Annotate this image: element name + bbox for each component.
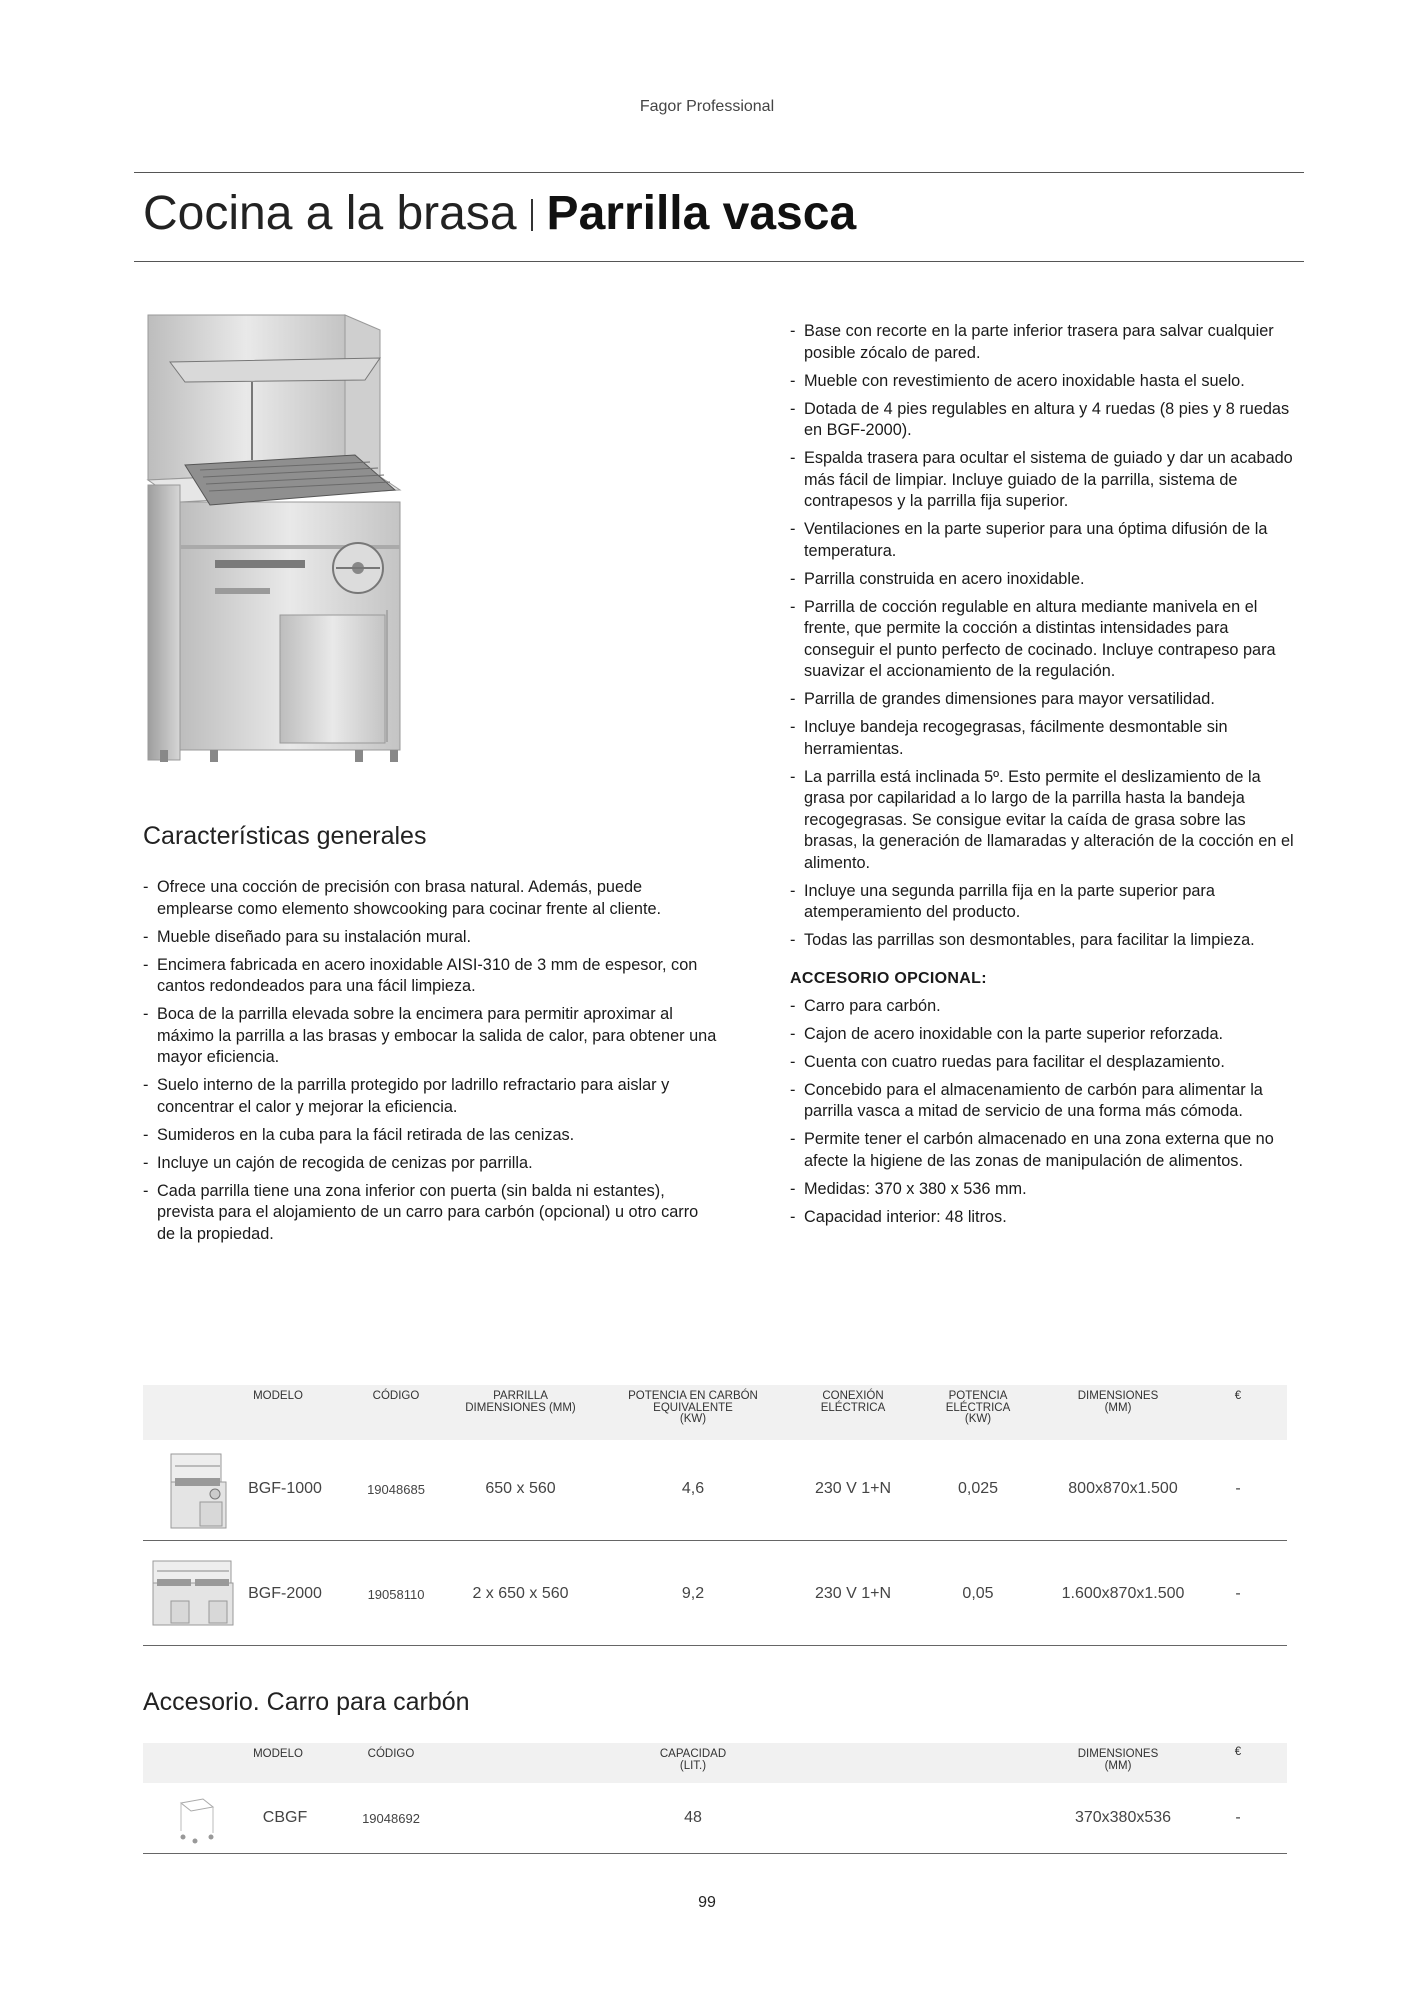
accessory-item: - Medidas: 370 x 380 x 536 mm. <box>790 1179 1298 1201</box>
title-product: Parrilla vasca <box>546 187 857 240</box>
feature-item: - Espalda trasera para ocultar el sistema de guiado y dar un acabado más fácil de limpiar. Incluye guiado de la parrilla, sistema de contrapesos y la parrilla fija superior. <box>790 448 1298 513</box>
general-feature-list <box>143 877 718 1245</box>
feature-item: - Incluye una segunda parrilla fija en la parte superior para atemperamiento del producto. <box>790 881 1298 924</box>
row-divider <box>143 1853 1287 1854</box>
cell-parrilla: 650 x 560 <box>485 1480 556 1497</box>
top-divider <box>134 172 1304 173</box>
accessory-item: - Cajon de acero inoxidable con la parte superior reforzada. <box>790 1024 1298 1046</box>
accessory-item: - Concebido para el almacenamiento de carbón para alimentar la parrilla vasca a mitad de servicio de una forma más cómoda. <box>790 1080 1298 1123</box>
th-potencia-carbon-l3: (KW) <box>679 1413 707 1425</box>
bgf-1000-thumbnail <box>165 1452 230 1532</box>
general-features <box>143 877 718 1252</box>
feature-item: - Mueble diseñado para su instalación mural. <box>143 927 718 949</box>
feature-item: - Parrilla construida en acero inoxidable. <box>790 569 1298 591</box>
feature-item: - Incluye un cajón de recogida de cenizas por parrilla. <box>143 1153 718 1175</box>
cell-potencia-electrica: 0,05 <box>962 1585 994 1602</box>
th-conexion-l1: CONEXIÓN <box>822 1390 884 1402</box>
cell-capacidad: 48 <box>684 1809 702 1826</box>
row-divider <box>143 1645 1287 1646</box>
feature-item: - Parrilla de cocción regulable en altura mediante manivela en el frente, que permite la cocción a distintas intensidades para conseguir el punto perfecto de cocinado. Incluye contrapeso para suavizar el accionamiento de la regulación. <box>790 597 1298 683</box>
feature-item: - Todas las parrillas son desmontables, para facilitar la limpieza. <box>790 930 1298 952</box>
title-divider <box>134 261 1304 262</box>
th-dimensiones-l1: DIMENSIONES <box>1077 1748 1159 1760</box>
th-potencia-carbon-l1: POTENCIA EN CARBÓN <box>628 1390 758 1402</box>
cell-modelo: BGF-2000 <box>248 1585 322 1602</box>
cell-conexion: 230 V 1+N <box>814 1585 892 1602</box>
th-capacidad-l1: CAPACIDAD <box>659 1748 727 1760</box>
th-modelo: MODELO <box>253 1748 303 1760</box>
th-dimensiones <box>1058 1749 1178 1772</box>
cbgf-thumbnail <box>173 1795 218 1845</box>
cell-precio: - <box>1235 1585 1241 1602</box>
cell-codigo: 19048685 <box>367 1482 425 1497</box>
feature-item: - Incluye bandeja recogegrasas, fácilmente desmontable sin herramientas. <box>790 717 1298 760</box>
th-potencia-electrica-l2: ELÉCTRICA <box>945 1401 1011 1414</box>
cell-precio: - <box>1235 1809 1241 1826</box>
page-title <box>143 186 856 241</box>
feature-item: - Boca de la parrilla elevada sobre la encimera para permitir aproximar al máximo la parrilla a las brasas y embocar la salida de calor, para obtener una mayor eficiencia. <box>143 1004 718 1069</box>
main-table-header <box>143 1385 1287 1440</box>
th-potencia-carbon <box>618 1391 768 1426</box>
cell-parrilla: 2 x 650 x 560 <box>472 1585 569 1602</box>
feature-item: - La parrilla está inclinada 5º. Esto permite el deslizamiento de la grasa por capilaridad a lo largo de la parrilla hasta la bandeja recogegrasas. Se consigue evitar la caída de grasa sobre las brasas, la generación de llamaradas y alteración de la cocción en el alimento. <box>790 767 1298 875</box>
cell-modelo: CBGF <box>262 1809 308 1826</box>
table-row <box>143 1541 1287 1645</box>
th-dimensiones-l1: DIMENSIONES <box>1077 1390 1159 1402</box>
general-heading-wrap <box>143 822 426 851</box>
th-parrilla-l2: DIMENSIONES (MM) <box>465 1401 576 1414</box>
feature-item: - Suelo interno de la parrilla protegido por ladrillo refractario para aislar y concentrar el calor y mejorar la eficiencia. <box>143 1075 718 1118</box>
brand-header: Fagor Professional <box>639 98 775 115</box>
cell-codigo: 19058110 <box>367 1587 425 1602</box>
cell-potencia-electrica: 0,025 <box>957 1480 999 1497</box>
th-dimensiones-l2: (MM) <box>1104 1759 1132 1772</box>
right-features <box>790 321 1298 1235</box>
th-conexion-l2: ELÉCTRICA <box>820 1401 886 1414</box>
table-row <box>143 1440 1287 1540</box>
accessory-heading-wrap <box>143 1688 470 1717</box>
accessory-item: - Carro para carbón. <box>790 996 1298 1018</box>
cell-potencia-carbon: 9,2 <box>681 1585 705 1602</box>
accessory-table-header <box>143 1743 1287 1783</box>
th-potencia-electrica <box>928 1391 1028 1426</box>
title-category: Cocina a la brasa <box>143 187 517 240</box>
feature-item: - Parrilla de grandes dimensiones para mayor versatilidad. <box>790 689 1298 711</box>
accessory-item: - Capacidad interior: 48 litros. <box>790 1207 1298 1229</box>
bgf-2000-thumbnail <box>149 1559 235 1629</box>
th-modelo: MODELO <box>253 1390 303 1402</box>
cell-dimensiones: 800x870x1.500 <box>1068 1480 1178 1497</box>
cell-dimensiones: 1.600x870x1.500 <box>1061 1585 1185 1602</box>
product-image <box>140 310 485 770</box>
table-row <box>143 1783 1287 1853</box>
right-feature-list <box>790 321 1298 952</box>
feature-item: - Encimera fabricada en acero inoxidable AISI-310 de 3 mm de espesor, con cantos redondeados para una fácil limpieza. <box>143 955 718 998</box>
feature-item: - Ventilaciones en la parte superior para una óptima difusión de la temperatura. <box>790 519 1298 562</box>
accessory-feature-list <box>790 996 1298 1229</box>
th-precio: € <box>1234 1390 1242 1402</box>
cell-potencia-carbon: 4,6 <box>681 1480 705 1497</box>
feature-item: - Sumideros en la cuba para la fácil retirada de las cenizas. <box>143 1125 718 1147</box>
th-precio: € <box>1234 1746 1242 1758</box>
general-heading: Características generales <box>143 822 427 850</box>
th-codigo: CÓDIGO <box>367 1748 415 1760</box>
feature-item: - Mueble con revestimiento de acero inoxidable hasta el suelo. <box>790 371 1298 393</box>
cell-dimensiones: 370x380x536 <box>1074 1809 1172 1826</box>
feature-item: - Base con recorte en la parte inferior trasera para salvar cualquier posible zócalo de pared. <box>790 321 1298 364</box>
th-parrilla <box>443 1391 598 1414</box>
title-separator <box>531 199 533 231</box>
feature-item: - Ofrece una cocción de precisión con brasa natural. Además, puede emplearse como elemento showcooking para cocinar frente al cliente. <box>143 877 718 920</box>
th-potencia-electrica-l1: POTENCIA <box>948 1390 1008 1402</box>
th-potencia-electrica-l3: (KW) <box>964 1413 992 1425</box>
feature-item: - Cada parrilla tiene una zona inferior con puerta (sin balda ni estantes), prevista para el alojamiento de un carro para carbón (opcional) u otro carro de la propiedad. <box>143 1181 718 1246</box>
th-codigo: CÓDIGO <box>372 1390 420 1402</box>
accessory-item: - Cuenta con cuatro ruedas para facilitar el desplazamiento. <box>790 1052 1298 1074</box>
page-number: 99 <box>698 1894 716 1911</box>
cell-conexion: 230 V 1+N <box>814 1480 892 1497</box>
feature-item: - Dotada de 4 pies regulables en altura y 4 ruedas (8 pies y 8 ruedas en BGF-2000). <box>790 399 1298 442</box>
th-dimensiones-l2: (MM) <box>1104 1401 1132 1414</box>
th-potencia-carbon-l2: EQUIVALENTE <box>653 1401 733 1414</box>
cell-modelo: BGF-1000 <box>248 1480 322 1497</box>
th-dimensiones <box>1058 1391 1178 1414</box>
cell-codigo: 19048692 <box>362 1811 420 1826</box>
accessory-optional-heading: ACCESORIO OPCIONAL: <box>790 969 987 987</box>
accessory-table-heading: Accesorio. Carro para carbón <box>143 1688 470 1716</box>
th-capacidad-l2: (LIT.) <box>679 1759 707 1772</box>
th-capacidad <box>618 1749 768 1772</box>
accessory-item: - Permite tener el carbón almacenado en una zona externa que no afecte la higiene de las zonas de manipulación de alimentos. <box>790 1129 1298 1172</box>
th-parrilla-l1: PARRILLA <box>493 1390 548 1402</box>
cell-precio: - <box>1235 1480 1241 1497</box>
th-conexion <box>798 1391 908 1414</box>
